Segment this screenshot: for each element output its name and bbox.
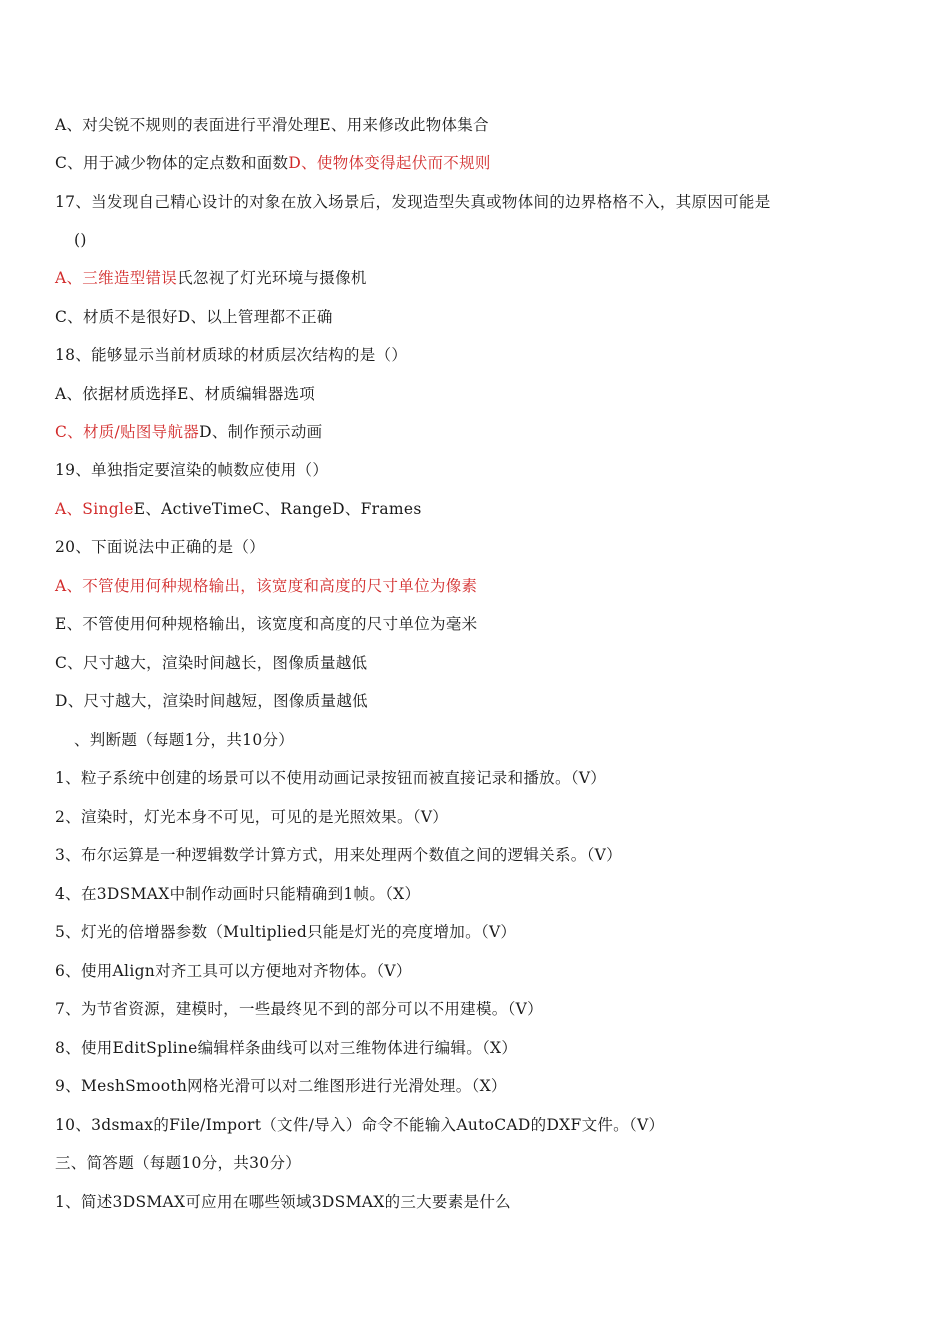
q20-option-e [55, 613, 477, 635]
answer-highlight: A、Single [55, 500, 134, 518]
section-heading-judgment [74, 729, 294, 751]
text-span: 6、使用Align对齐工具可以方便地对齐物体。（V） [55, 962, 412, 980]
text-span: 5、灯光的倍增器参数（Multiplied只能是灯光的亮度增加。（V） [55, 923, 517, 941]
text-span: E、ActiveTimeC、RangeD、Frames [133, 500, 422, 518]
q17-paren [74, 229, 87, 251]
q20-option-d [55, 690, 368, 712]
text-span: 、判断题（每题1分，共10分） [74, 731, 295, 749]
q16-options-a-b [55, 114, 489, 136]
judgment-item-5 [55, 921, 516, 943]
answer-highlight: C、材质/贴图导航器 [55, 423, 200, 441]
q18-options-a-b [55, 383, 315, 405]
text-span: 8、使用EditSpline编辑样条曲线可以对三维物体进行编辑。（X） [55, 1039, 518, 1057]
text-span: C、尺寸越大，渲染时间越长，图像质量越低 [55, 654, 368, 672]
text-span: 3、布尔运算是一种逻辑数学计算方式，用来处理两个数值之间的逻辑关系。（V） [55, 846, 622, 864]
text-span: 18、能够显示当前材质球的材质层次结构的是（） [55, 346, 408, 364]
q18-stem [55, 344, 407, 366]
q18-options-c-d [55, 421, 322, 443]
answer-highlight: A、不管使用何种规格输出，该宽度和高度的尺寸单位为像素 [55, 577, 478, 595]
text-span: 7、为节省资源，建模时，一些最终见不到的部分可以不用建模。（V） [55, 1000, 543, 1018]
q20-option-c [55, 652, 367, 674]
text-span: A、对尖锐不规则的表面进行平滑处理E、用来修改此物体集合 [55, 116, 489, 134]
text-span: 9、MeshSmooth网格光滑可以对二维图形进行光滑处理。（X） [55, 1077, 507, 1095]
text-span: 10、3dsmax的File/Import（文件/导入）命令不能输入AutoCAD的DXF文件。（V） [55, 1116, 665, 1134]
q17-stem [55, 191, 771, 213]
answer-highlight: D、使物体变得起伏而不规则 [288, 154, 491, 172]
short-answer-item-1 [55, 1191, 511, 1213]
text-span: 20、下面说法中正确的是（） [55, 538, 265, 556]
judgment-item-7 [55, 998, 543, 1020]
judgment-item-10 [55, 1114, 664, 1136]
text-span: C、用于减少物体的定点数和面数 [55, 154, 289, 172]
text-span: 三、简答题（每题10分，共30分） [55, 1154, 302, 1172]
q16-options-c-d [55, 152, 491, 174]
judgment-item-4 [55, 883, 420, 905]
judgment-item-1 [55, 767, 606, 789]
text-span: D、尺寸越大，渲染时间越短，图像质量越低 [55, 692, 368, 710]
text-span: A、依据材质选择E、材质编辑器选项 [55, 385, 316, 403]
text-span: 1、简述3DSMAX可应用在哪些领域3DSMAX的三大要素是什么 [55, 1193, 511, 1211]
text-span: 4、在3DSMAX中制作动画时只能精确到1帧。（X） [55, 885, 421, 903]
q19-options [55, 498, 422, 520]
text-span: D、制作预示动画 [199, 423, 323, 441]
judgment-item-6 [55, 960, 412, 982]
judgment-item-9 [55, 1075, 507, 1097]
judgment-item-2 [55, 806, 448, 828]
text-span: 氏忽视了灯光环境与摄像机 [177, 269, 367, 287]
q17-options-c-d [55, 306, 333, 328]
judgment-item-3 [55, 844, 622, 866]
text-span: C、材质不是很好D、以上管理都不正确 [55, 308, 333, 326]
section-heading-short-answer [55, 1152, 301, 1174]
q19-stem [55, 459, 328, 481]
q20-option-a [55, 575, 477, 597]
answer-highlight: A、三维造型错误 [55, 269, 178, 287]
text-span: 1、粒子系统中创建的场景可以不使用动画记录按钮而被直接记录和播放。（V） [55, 769, 607, 787]
text-span: () [74, 231, 87, 249]
text-span: 19、单独指定要渲染的帧数应使用（） [55, 461, 329, 479]
text-span: 2、渲染时，灯光本身不可见，可见的是光照效果。（V） [55, 808, 449, 826]
q20-stem [55, 536, 265, 558]
text-span: E、不管使用何种规格输出，该宽度和高度的尺寸单位为毫米 [55, 615, 478, 633]
judgment-item-8 [55, 1037, 517, 1059]
text-span: 17、当发现自己精心设计的对象在放入场景后，发现造型失真或物体间的边界格格不入，其原因可能是 [55, 193, 771, 211]
q17-options-a-b [55, 267, 367, 289]
